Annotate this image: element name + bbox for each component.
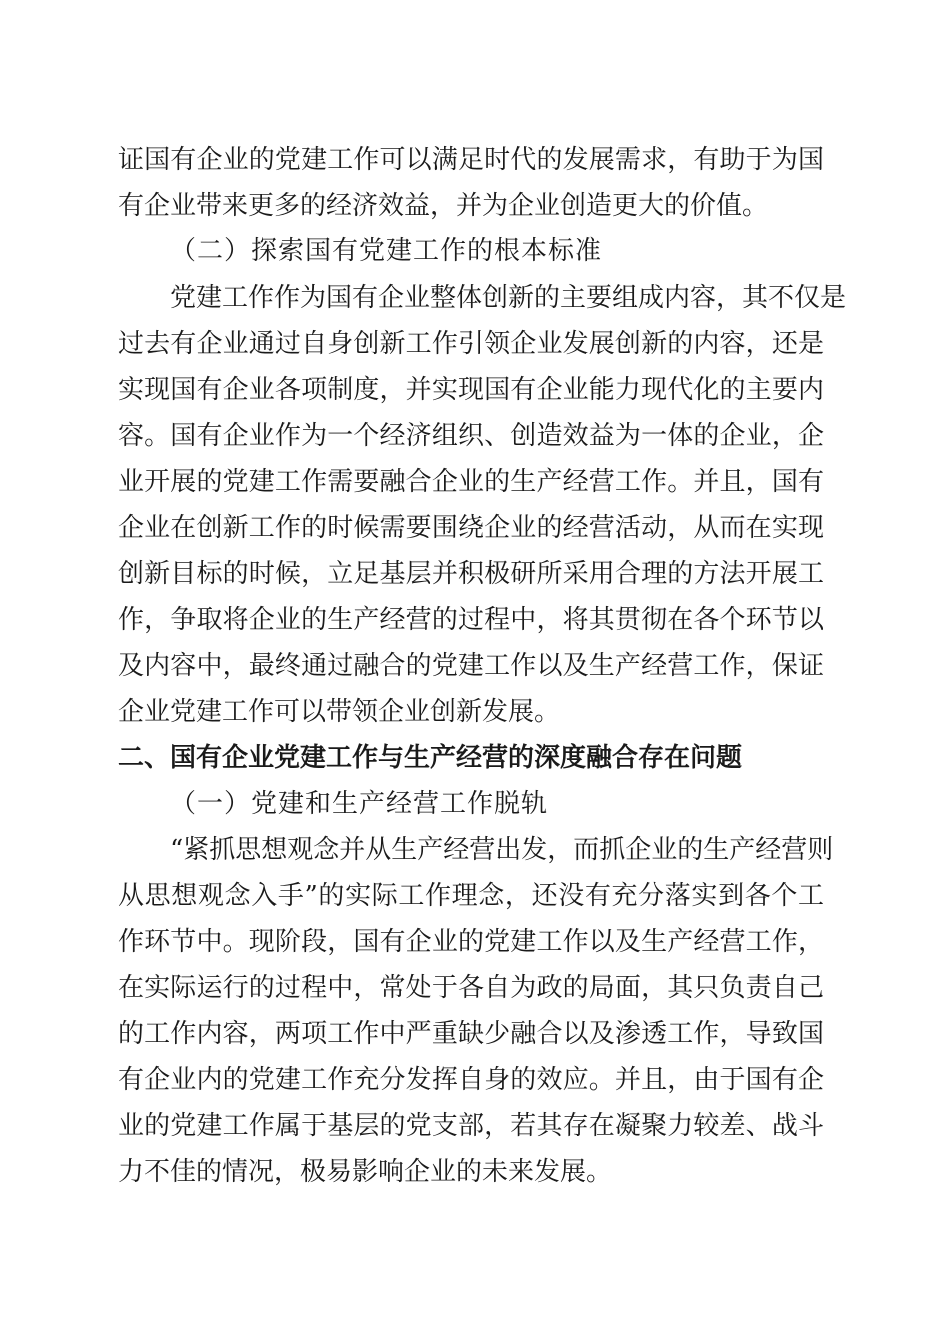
section-heading-2-1: （一）党建和生产经营工作脱轨 xyxy=(170,789,549,819)
paragraph-line: 在实际运行的过程中，常处于各自为政的局面，其只负责自己 xyxy=(118,973,824,1003)
paragraph-line: 证国有企业的党建工作可以满足时代的发展需求，有助于为国 xyxy=(118,145,824,175)
paragraph-line: 创新目标的时候，立足基层并积极研所采用合理的方法开展工 xyxy=(118,559,824,589)
section-heading-2: 二、国有企业党建工作与生产经营的深度融合存在问题 xyxy=(118,743,743,773)
section-heading-1-2: （二）探索国有党建工作的根本标准 xyxy=(170,236,603,266)
paragraph-line: 有企业内的党建工作充分发挥自身的效应。并且，由于国有企 xyxy=(118,1065,824,1095)
paragraph-line: 有企业带来更多的经济效益，并为企业创造更大的价值。 xyxy=(118,191,769,221)
paragraph-line: 党建工作作为国有企业整体创新的主要组成内容，其不仅是 xyxy=(170,283,847,313)
paragraph-line: 容。国有企业作为一个经济组织、创造效益为一体的企业，企 xyxy=(118,421,824,451)
paragraph-line: 作环节中。现阶段，国有企业的党建工作以及生产经营工作， xyxy=(118,927,824,957)
paragraph-line: 企业党建工作可以带领企业创新发展。 xyxy=(118,697,561,727)
paragraph-line: 过去有企业通过自身创新工作引领企业发展创新的内容，还是 xyxy=(118,329,824,359)
paragraph-line: 力不佳的情况，极易影响企业的未来发展。 xyxy=(118,1157,613,1187)
paragraph-line: 企业在创新工作的时候需要围绕企业的经营活动，从而在实现 xyxy=(118,513,824,543)
paragraph-line: 业开展的党建工作需要融合企业的生产经营工作。并且，国有 xyxy=(118,467,824,497)
paragraph-line: 作，争取将企业的生产经营的过程中，将其贯彻在各个环节以 xyxy=(118,605,824,635)
paragraph-line: 的工作内容，两项工作中严重缺少融合以及渗透工作，导致国 xyxy=(118,1019,824,1049)
paragraph-line: 及内容中，最终通过融合的党建工作以及生产经营工作，保证 xyxy=(118,651,824,681)
paragraph-line: “紧抓思想观念并从生产经营出发，而抓企业的生产经营则 xyxy=(170,835,834,865)
paragraph-line: 实现国有企业各项制度，并实现国有企业能力现代化的主要内 xyxy=(118,375,824,405)
paragraph-line: 从思想观念入手”的实际工作理念，还没有充分落实到各个工 xyxy=(118,881,824,911)
paragraph-line: 业的党建工作属于基层的党支部，若其存在凝聚力较差、战斗 xyxy=(118,1111,824,1141)
